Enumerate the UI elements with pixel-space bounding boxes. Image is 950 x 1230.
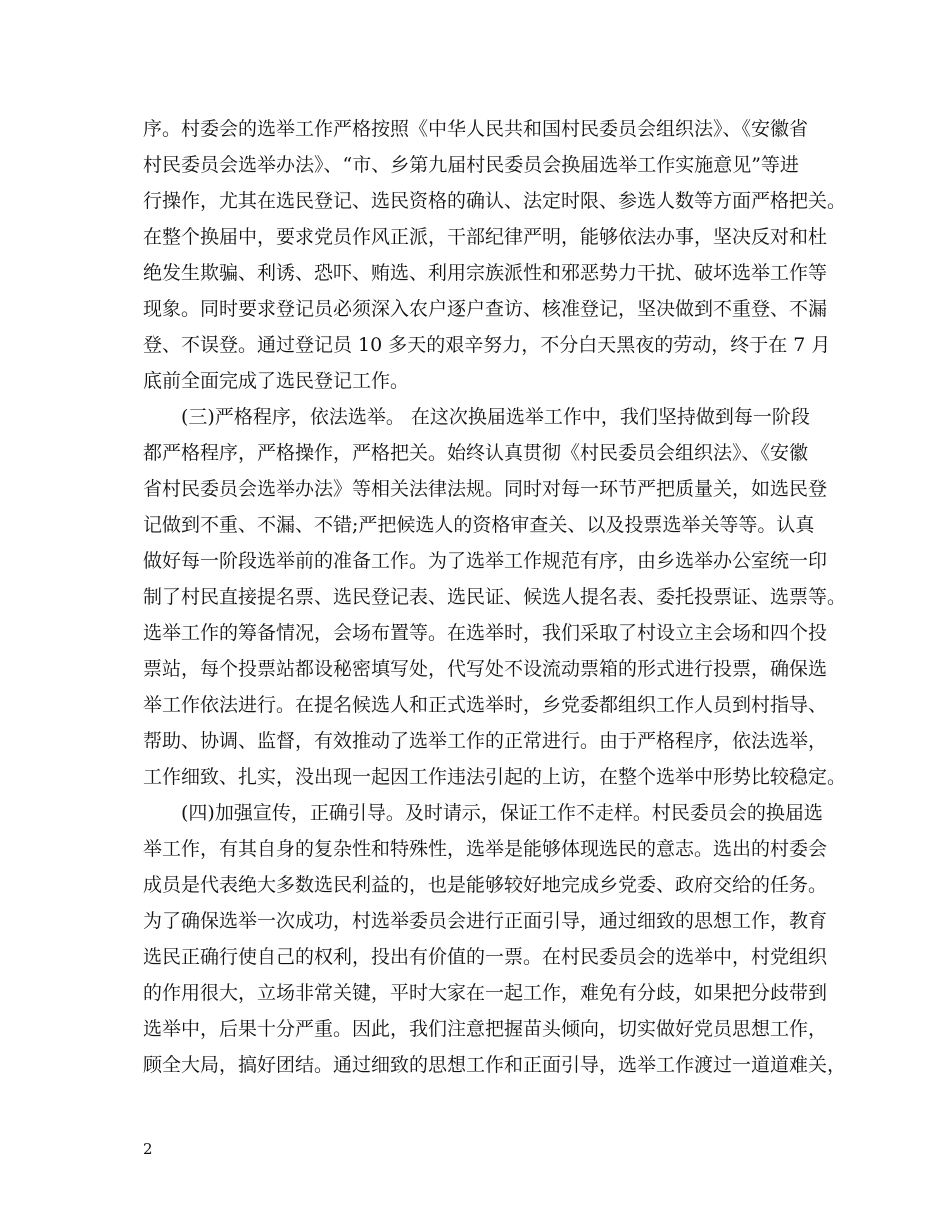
text-line: 顾全大局，搞好团结。通过细致的思想工作和正面引导，选举工作渡过一道道难关， <box>143 1054 847 1076</box>
text-line: 为了确保选举一次成功，村选举委员会进行正面引导，通过细致的思想工作，教育 <box>143 910 828 932</box>
text-line: 选民正确行使自己的权利，投出有价值的一票。在村民委员会的选举中，村党组织 <box>143 946 828 968</box>
text-line: 举工作依法进行。在提名候选人和正式选举时，乡党委都组织工作人员到村指导、 <box>143 694 828 716</box>
text-line: 在整个换届中，要求党员作风正派，干部纪律严明，能够依法办事，坚决反对和杜 <box>143 226 828 248</box>
text-line: 省村民委员会选举办法》等相关法律法规。同时对每一环节严把质量关，如选民登 <box>143 478 828 500</box>
text-line: 村民委员会选举办法》、“市、乡第九届村民委员会换届选举工作实施意见”等进 <box>143 154 799 176</box>
text-line: 行操作，尤其在选民登记、选民资格的确认、法定时限、参选人数等方面严格把关。 <box>143 190 847 212</box>
text-line: 举工作，有其自身的复杂性和特殊性，选举是能够体现选民的意志。选出的村委会 <box>143 838 828 860</box>
text-line: 记做到不重、不漏、不错;严把候选人的资格审查关、以及投票选举关等等。认真 <box>143 514 815 536</box>
text-line: 票站，每个投票站都设秘密填写处，代写处不设流动票箱的形式进行投票，确保选 <box>143 658 828 680</box>
text-line: 序。村委会的选举工作严格按照《中华人民共和国村民委员会组织法》、《安徽省 <box>143 118 809 140</box>
text-line: 制了村民直接提名票、选民登记表、选民证、候选人提名表、委托投票证、选票等。 <box>143 586 847 608</box>
text-line: 现象。同时要求登记员必须深入农户逐户查访、核准登记，坚决做到不重登、不漏 <box>143 298 828 320</box>
text-line: 成员是代表绝大多数选民利益的，也是能够较好地完成乡党委、政府交给的任务。 <box>143 874 828 896</box>
text-line: 绝发生欺骗、利诱、恐吓、贿选、利用宗族派性和邪恶势力干扰、破坏选举工作等 <box>143 262 828 284</box>
text-line: 选举工作的筹备情况，会场布置等。在选举时，我们采取了村设立主会场和四个投 <box>143 622 828 644</box>
text-line: 登、不误登。通过登记员 10 多天的艰辛努力，不分白天黑夜的劳动，终于在 7 月 <box>143 334 831 356</box>
page-number: 2 <box>143 1140 153 1158</box>
text-line: 的作用很大，立场非常关键，平时大家在一起工作，难免有分歧，如果把分歧带到 <box>143 982 828 1004</box>
text-line: 做好每一阶段选举前的准备工作。为了选举工作规范有序，由乡选举办公室统一印 <box>143 550 828 572</box>
paragraph-start-line: (四)加强宣传，正确引导。及时请示，保证工作不走样。村民委员会的换届选 <box>143 802 823 824</box>
text-line: 帮助、协调、监督，有效推动了选举工作的正常进行。由于严格程序，依法选举， <box>143 730 828 752</box>
text-line: 底前全面完成了选民登记工作。 <box>143 370 410 392</box>
text-line: 工作细致、扎实，没出现一起因工作违法引起的上访，在整个选举中形势比较稳定。 <box>143 766 847 788</box>
paragraph-start-line: (三)严格程序，依法选举。 在这次换届选举工作中，我们坚持做到每一阶段 <box>143 406 810 428</box>
text-line: 选举中，后果十分严重。因此，我们注意把握苗头倾向，切实做好党员思想工作， <box>143 1018 828 1040</box>
text-line: 都严格程序，严格操作，严格把关。始终认真贯彻《村民委员会组织法》、《安徽 <box>143 442 809 464</box>
